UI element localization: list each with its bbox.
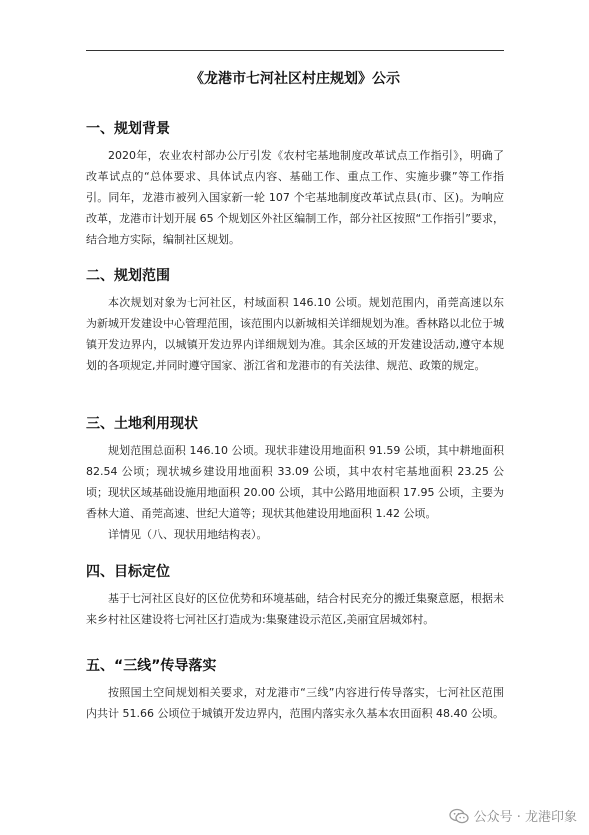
section-paragraph: 规划范围总面积 146.10 公顷。现状非建设用地面积 91.59 公顷，其中耕地面积 82.54 公顷；现状城乡建设用地面积 33.09 公顷，其中农村宅基地面积 23.25 公顷；现状区域基础设施用地面积 20.00 公顷，其中公路用地面积 17.95 公顷，主要为香林大道、甬莞高速、世纪大道等；现状其他建设用地面积 1.42 公顷。 xyxy=(86,444,504,520)
section-land-use-status xyxy=(86,414,504,545)
watermark xyxy=(449,806,577,825)
section-paragraph: 2020年，农业农村部办公厅引发《农村宅基地制度改革试点工作指引》，明确了改革试点的“总体要求、具体试点内容、基础工作、重点工作、实施步骤”等工作指引。同年，龙港市被列入国家新一轮 107 个宅基地制度改革试点县(市、区)。为响应改革，龙港市计划开展 65 个规划区外社区编制工作，部分社区按照“工作指引”要求，结合地方实际，编制社区规划。 xyxy=(86,149,504,246)
section-heading: 三、土地利用现状 xyxy=(86,416,198,432)
section-planning-scope xyxy=(86,266,504,376)
section-heading: 一、规划背景 xyxy=(86,121,170,137)
document-title: 《龙港市七河社区村庄规划》公示 xyxy=(190,71,400,87)
section-planning-background xyxy=(86,119,504,250)
section-target-positioning xyxy=(86,562,504,630)
section-heading: 五、“三线”传导落实 xyxy=(86,658,217,674)
top-divider xyxy=(86,50,504,51)
section-heading: 二、规划范围 xyxy=(86,268,170,284)
section-three-lines xyxy=(86,656,504,724)
section-paragraph: 本次规划对象为七河社区，村域面积 146.10 公顷。规划范围内，甬莞高速以东为新城开发建设中心管理范围，该范围内以新城相关详细规划为准。香林路以北位于城镇开发边界内，以城镇开发边界内详细规划为准。其余区域的开发建设活动,遵守本规划的各项规定,并同时遵守国家、浙江省和龙港市的有关法律、规范、政策的规定。 xyxy=(86,296,504,372)
wechat-icon xyxy=(449,808,469,824)
section-heading: 四、目标定位 xyxy=(86,564,170,580)
watermark-text: 公众号 · 龙港印象 xyxy=(473,810,577,825)
section-paragraph: 详情见（八、现状用地结构表）。 xyxy=(108,528,268,541)
section-paragraph: 按照国土空间规划相关要求，对龙港市“三线”内容进行传导落实，七河社区范围内共计 51.66 公顷位于城镇开发边界内，范围内落实永久基本农田面积 48.40 公顷。 xyxy=(86,686,504,720)
section-paragraph: 基于七河社区良好的区位优势和环境基础，结合村民充分的搬迁集聚意愿，根据未来乡村社区建设将七河社区打造成为:集聚建设示范区,美丽宜居城郊村。 xyxy=(86,592,504,626)
